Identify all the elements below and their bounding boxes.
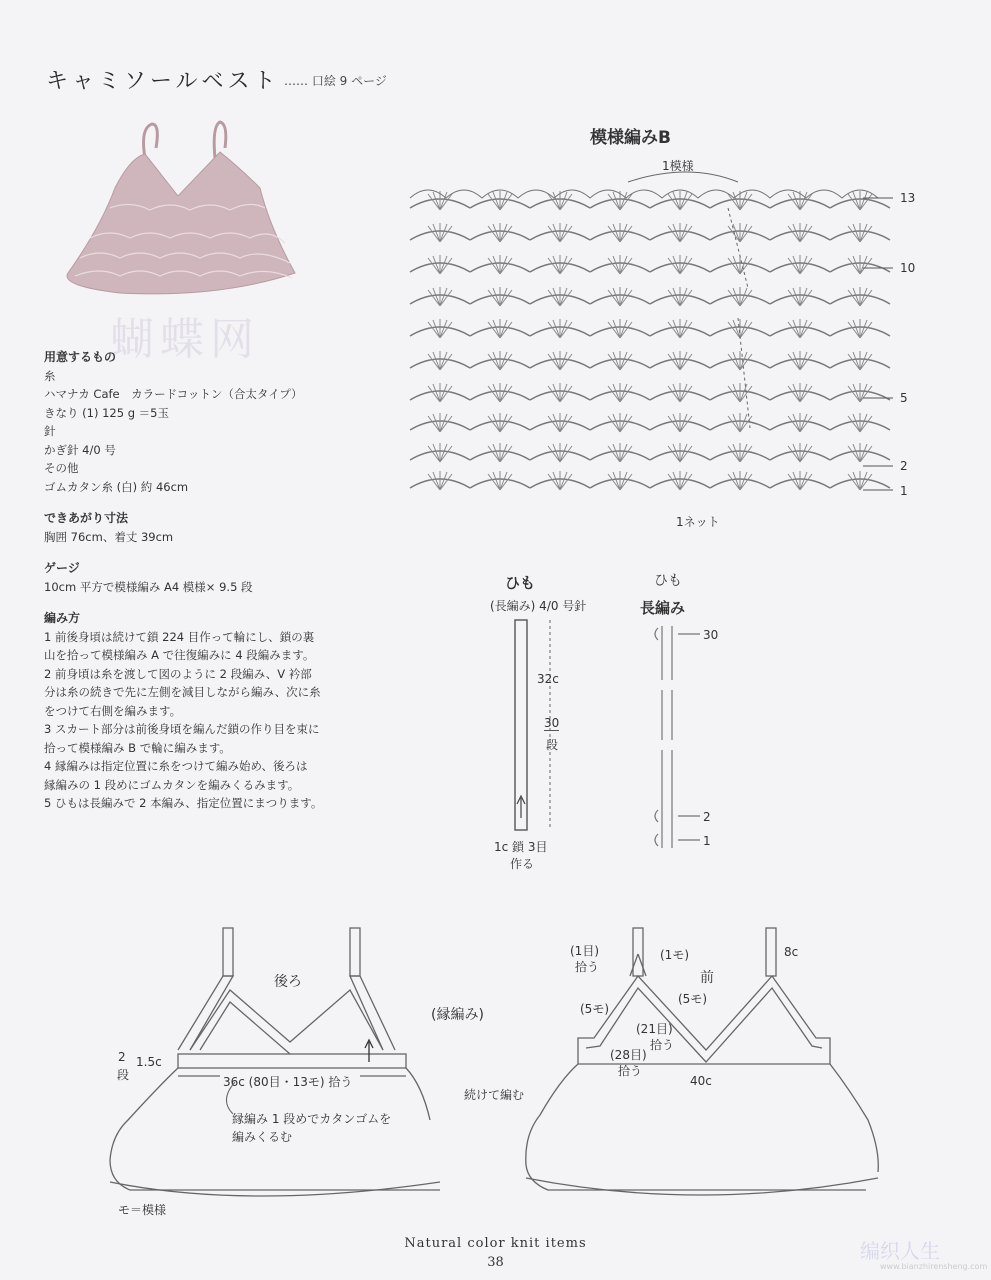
pattern-b-chart xyxy=(398,168,938,518)
legend: モ＝模様 xyxy=(118,1203,167,1217)
instruction-line: 山を拾って模様編み A で往復編みに 4 段編みます。 xyxy=(44,648,315,662)
front-mo5-left: (5モ) xyxy=(580,1002,609,1016)
pattern-b-title: 模様編みB xyxy=(590,128,671,148)
row-label-5: 5 xyxy=(900,391,908,405)
front-mo1: (1モ) xyxy=(660,948,689,962)
page-number: 38 xyxy=(487,1255,504,1270)
strap-chart xyxy=(648,620,708,860)
watermark-corner: 编织人生 xyxy=(860,1239,940,1263)
materials-line: 糸 xyxy=(44,368,56,383)
front-strap-length: 8c xyxy=(784,945,799,959)
instruction-line: 5 ひもは長編みで 2 本編み、指定位置にまつります。 xyxy=(44,796,323,810)
row-label-2: 2 xyxy=(900,459,908,473)
instruction-line: 3 スカート部分は前後身頃を編んだ鎖の作り目を束に xyxy=(44,722,320,736)
strap-rows: 30 xyxy=(544,716,560,730)
page-title: キャミソールベスト xyxy=(46,69,280,94)
instruction-line: 分は糸の続きで先に左側を減目しながら編み、次に糸 xyxy=(44,685,321,699)
materials-line: きなり (1) 125 g ＝5玉 xyxy=(44,405,169,420)
strap-subtitle: (長編み) 4/0 号針 xyxy=(490,599,587,613)
row-label-10: 10 xyxy=(900,261,916,275)
front-pick28-b: 拾う xyxy=(618,1064,643,1078)
pattern-top-row xyxy=(410,190,878,198)
front-width: 40c xyxy=(690,1074,712,1088)
instruction-line: 4 縁編みは指定位置に糸をつけて編み始め、後ろは xyxy=(44,759,308,773)
gauge-heading: ゲージ xyxy=(44,561,80,575)
front-continue: 続けて編む xyxy=(464,1088,525,1102)
strap-row-1: 1 xyxy=(703,834,711,848)
front-pick21-b: 拾う xyxy=(650,1038,675,1052)
materials-line: その他 xyxy=(44,461,79,475)
front-pick21: (21目) xyxy=(636,1022,673,1036)
watermark: 蝴蝶网 xyxy=(110,314,260,365)
materials-line: 針 xyxy=(44,424,56,438)
materials-heading: 用意するもの xyxy=(44,350,117,364)
strap-chart-title: ひも xyxy=(654,573,682,589)
camisole-illustration xyxy=(60,118,300,308)
materials-line: ハマナカ Cafe カラードコットン（合太タイプ） xyxy=(44,387,303,401)
instructions-heading: 編み方 xyxy=(44,611,81,625)
back-height-cm: 1.5c xyxy=(136,1055,162,1069)
instruction-line: 2 前身頃は糸を渡して図のように 2 段編み、V 衿部 xyxy=(44,666,312,681)
footer-title: Natural color knit items xyxy=(404,1236,587,1251)
strap-row-30: 30 xyxy=(703,628,719,642)
strap-rows-unit: 段 xyxy=(546,738,559,752)
front-pick28: (28目) xyxy=(610,1048,647,1062)
row-label-13: 13 xyxy=(900,191,916,205)
size-line: 胸囲 76cm、着丈 39cm xyxy=(44,529,174,544)
watermark-url: www.bianzhirensheng.com xyxy=(880,1262,988,1271)
row-label-1: 1 xyxy=(900,484,908,498)
back-label: 後ろ xyxy=(274,974,302,990)
instruction-line: 拾って模様編み B で輪に編みます。 xyxy=(44,740,231,755)
materials-line: かぎ針 4/0 号 xyxy=(44,442,116,457)
strap-title: ひも xyxy=(505,574,536,592)
strap-chart-subtitle: 長編み xyxy=(640,599,686,617)
pattern-rows xyxy=(410,191,890,490)
back-edge-label: (縁編み) xyxy=(431,1007,484,1023)
materials-section xyxy=(44,348,374,813)
strap-start-2: 作る xyxy=(510,857,535,871)
size-heading: できあがり寸法 xyxy=(44,511,129,525)
back-note-2: 編みくるむ xyxy=(232,1130,293,1144)
back-height-rows: 2 xyxy=(118,1050,126,1064)
strap-row-2: 2 xyxy=(703,810,711,824)
gauge-line: 10cm 平方で模様編み A4 模様× 9.5 段 xyxy=(44,579,253,594)
strap-length: 32c xyxy=(537,672,559,686)
instruction-line: 1 前後身頃は続けて鎖 224 目作って輪にし、鎖の裏 xyxy=(44,629,315,644)
front-label: 前 xyxy=(700,970,714,986)
strap-start: 1c 鎖 3目 xyxy=(494,840,548,854)
page-reference: …… 口絵 9 ページ xyxy=(284,74,387,88)
front-pick1-b: 拾う xyxy=(575,960,600,974)
front-mo5-right: (5モ) xyxy=(678,992,707,1006)
materials-line: ゴムカタン糸 (白) 約 46cm xyxy=(44,479,189,494)
front-pick1: (1目) xyxy=(570,944,599,958)
instruction-line: をつけて右側を編みます。 xyxy=(44,703,182,718)
back-height-unit: 段 xyxy=(117,1068,130,1082)
pattern-b-net-label: 1ネット xyxy=(676,515,720,529)
back-note: 縁編み 1 段めでカタンゴムを xyxy=(232,1112,392,1126)
back-width: 36c (80目・13モ) 拾う xyxy=(223,1075,353,1089)
instruction-line: 縁編みの 1 段めにゴムカタンを編みくるみます。 xyxy=(44,777,300,792)
pattern-b-repeat-label: 1模様 xyxy=(662,159,694,173)
